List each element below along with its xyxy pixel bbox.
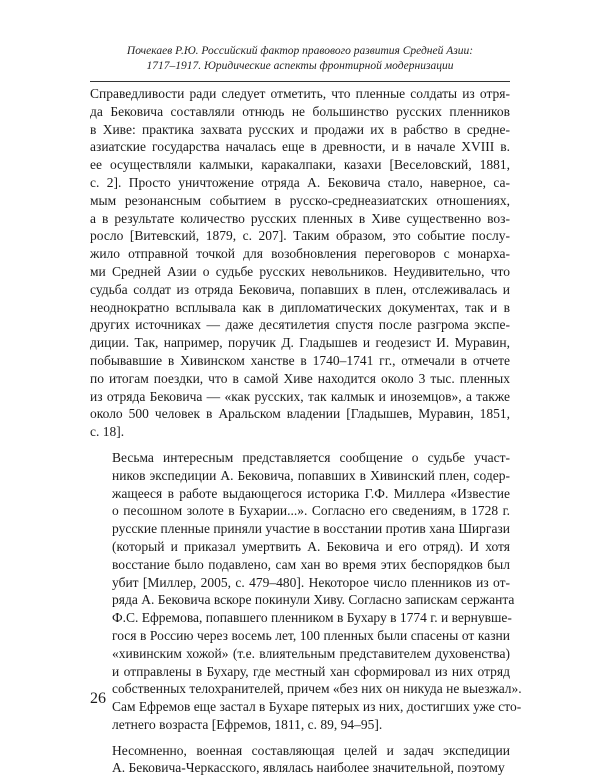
text-line: А. Бековича-Черкасского, являлась наиболее значительной, поэтому <box>112 760 505 776</box>
text-line: жило отправной точкой для возобновления переговоров с монарха- <box>90 246 510 262</box>
text-line: Несомненно, военная составляющая целей и задач экспедиции <box>112 742 510 758</box>
paragraph <box>90 742 510 777</box>
text-line: азиатские государства началась еще в древности, и в начале XVIII в. <box>90 139 510 155</box>
text-line: гося в Россию через восемь лет, 100 пленных были спасены от казни <box>112 627 510 643</box>
text-line: да Бековича составляли отнюдь не большинство русских пленников <box>90 103 510 119</box>
text-line: побывавшие в Хивинском ханстве в 1740–1741 гг., отмечали в отчете <box>90 352 510 368</box>
text-line: ее осуществляли калмыки, каракалпаки, казахи [Веселовский, 1881, <box>90 157 510 173</box>
text-line: других источниках — даже десятилетия спустя после разгрома экспе- <box>90 317 510 333</box>
text-line: а в результате количество русских пленных в Хиве существенно воз- <box>90 210 510 226</box>
text-line: с. 18]. <box>90 424 125 440</box>
text-line: росло [Витевский, 1879, с. 207]. Таким образом, это событие послу- <box>90 228 510 244</box>
header-rule <box>90 81 510 82</box>
running-header-line-1: Почекаев Р.Ю. Российский фактор правового развития Средней Азии: <box>126 45 474 57</box>
paragraph <box>90 449 522 734</box>
text-line: Сам Ефремов еще застал в Бухаре пятерых из них, достигших уже сто- <box>112 699 522 715</box>
text-line: ми Средней Азии о судьбе русских невольников. Неудивительно, что <box>90 263 510 279</box>
text-line: (который и приказал умертвить А. Бековича и его отряд). И хотя <box>112 538 510 554</box>
text-line: мым резонансным событием в русско-среднеазиатских отношениях, <box>90 192 510 208</box>
text-line: судьба солдат из отряда Бековича, попавших в плен, отслеживалась и <box>90 281 510 297</box>
text-line: летнего возраста [Ефремов, 1811, с. 89, 94–95]. <box>112 716 383 732</box>
text-line: собственных телохранителей, причем «без них он никуда не выезжал». <box>112 681 522 697</box>
text-line: о песошном золоте в Бухарии...». Согласно его сведениям, в 1728 г. <box>112 503 510 519</box>
running-header <box>90 44 510 74</box>
text-line: диции. Так, например, поручик Д. Гладышев и геодезист И. Муравин, <box>90 335 510 351</box>
text-line: с. 2]. Просто уничтожение отряда А. Бековича стало, наверное, са- <box>90 174 510 190</box>
text-line: около 500 человек в Аральском владении [Гладышев, Муравин, 1851, <box>90 406 510 422</box>
text-line: «хивинским хожой» (т.е. влиятельным представителем духовенства) <box>112 645 510 661</box>
text-line: из отряда Бековича — «как русских, так калмык и иноземцов», а также <box>90 388 510 404</box>
page-number: 26 <box>90 690 106 707</box>
text-line: Весьма интересным представляется сообщение о судьбе участ- <box>112 449 510 465</box>
text-line: неоднократно всплывала как в дипломатических документах, так и в <box>90 299 510 315</box>
text-line: ников экспедиции А. Бековича, попавших в Хивинский плен, содер- <box>112 467 510 483</box>
text-line: восстание было подавлено, сам хан во время этих беспорядков был <box>112 556 510 572</box>
paragraph <box>90 85 510 441</box>
running-header-line-2: 1717–1917. Юридические аспекты фронтирной модернизации <box>146 60 454 72</box>
text-line: русские пленные приняли участие в восстании против хана Ширгази <box>112 521 510 537</box>
text-line: Справедливости ради следует отметить, что пленные солдаты из отря- <box>90 86 510 101</box>
text-line: Ф.С. Ефремова, попавшего пленником в Бухару в 1774 г. и вернувше- <box>112 610 512 626</box>
text-line: и отправлены в Бухару, где местный хан сформировал из них отряд <box>112 663 510 679</box>
text-line: жащееся в работе выдающегося историка Г.Ф. Миллера «Известие <box>112 485 510 501</box>
text-line: ряда А. Бековича вскоре покинули Хиву. Согласно запискам сержанта <box>112 592 515 608</box>
text-line: убит [Миллер, 2005, с. 479–480]. Некоторое число пленников из от- <box>112 574 510 590</box>
body-text <box>90 85 522 777</box>
text-line: в Хиве: практика захвата русских и продажи их в рабство в средне- <box>90 121 510 137</box>
text-line: по итогам поездки, что в самой Хиве находится около 3 тыс. пленных <box>90 370 510 386</box>
